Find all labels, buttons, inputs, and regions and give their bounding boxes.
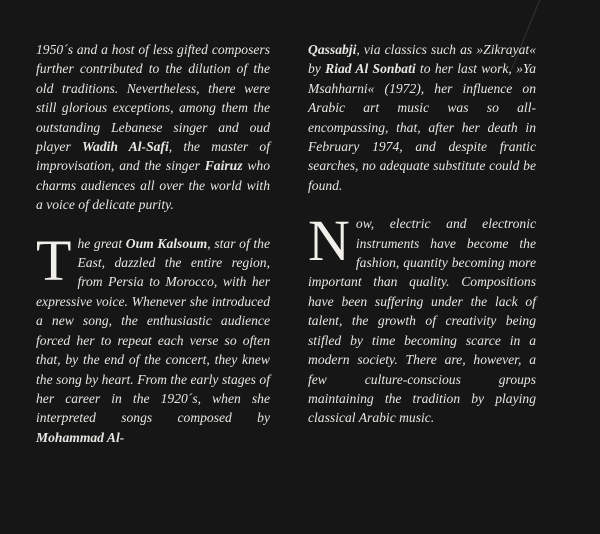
text-segment: , via classics such as »Zikrayat« by: [308, 42, 536, 77]
name-fairuz: Fairuz: [204, 158, 243, 174]
name-riad-al-sonbati: Riad Al Sonbati: [325, 61, 416, 77]
paragraph-now: [308, 208, 536, 427]
name-oum-kalsoum: Oum Kalsoum: [125, 235, 208, 251]
paragraph-oum-kalsoum: [36, 227, 270, 447]
text-segment: who charms audiences all over the world with a voice of delicate purity.: [36, 158, 270, 213]
text-segment: he great: [77, 235, 126, 251]
paragraph-composers: [36, 40, 270, 215]
text-segment: 1950´s and a host of less gifted composers further contributed to the dilution of the old traditions. Nevertheless, there were still glorious exceptions, among them the outstanding Lebanese singer and oud player: [36, 42, 270, 155]
text-segment: , the master of improvisation, and the singer: [36, 139, 270, 174]
right-column: [308, 40, 536, 428]
text-segment: ow, electric and electronic instruments have become the fashion, quantity becoming more important than quality. Compositions have been suffering under the lack of talent, the growth of creativity being stifled by time becoming scarce in a modern society. There are, however, a few culture-conscious groups maintaining the tradition by playing classical Arabic music.: [308, 216, 536, 426]
name-mohammad-al: Mohammad Al-: [36, 429, 125, 445]
name-wadih-al-safi: Wadih Al-Safi: [81, 139, 169, 155]
paragraph-qassabji: [308, 40, 536, 195]
drop-cap: T: [36, 227, 72, 293]
text-segment: to her last work, »Ya Msahharni« (1972), her influence on Arabic art music was so all-encompassing, that, after her death in February 1974, and despite frantic searches, no adequate substitute could be found.: [308, 61, 537, 193]
name-qassabji: Qassabji: [308, 42, 357, 57]
drop-cap: N: [308, 208, 350, 274]
left-column: [36, 40, 270, 447]
text-segment: , star of the East, dazzled the entire region, from Persia to Morocco, with her expressive voice. Whenever she introduced a new song, the enthusiastic audience forced her to repeat each verse so often that, by the end of the concert, they knew the song by heart. From the early stages of her career in the 1920´s, when she interpreted songs composed by: [36, 235, 270, 426]
